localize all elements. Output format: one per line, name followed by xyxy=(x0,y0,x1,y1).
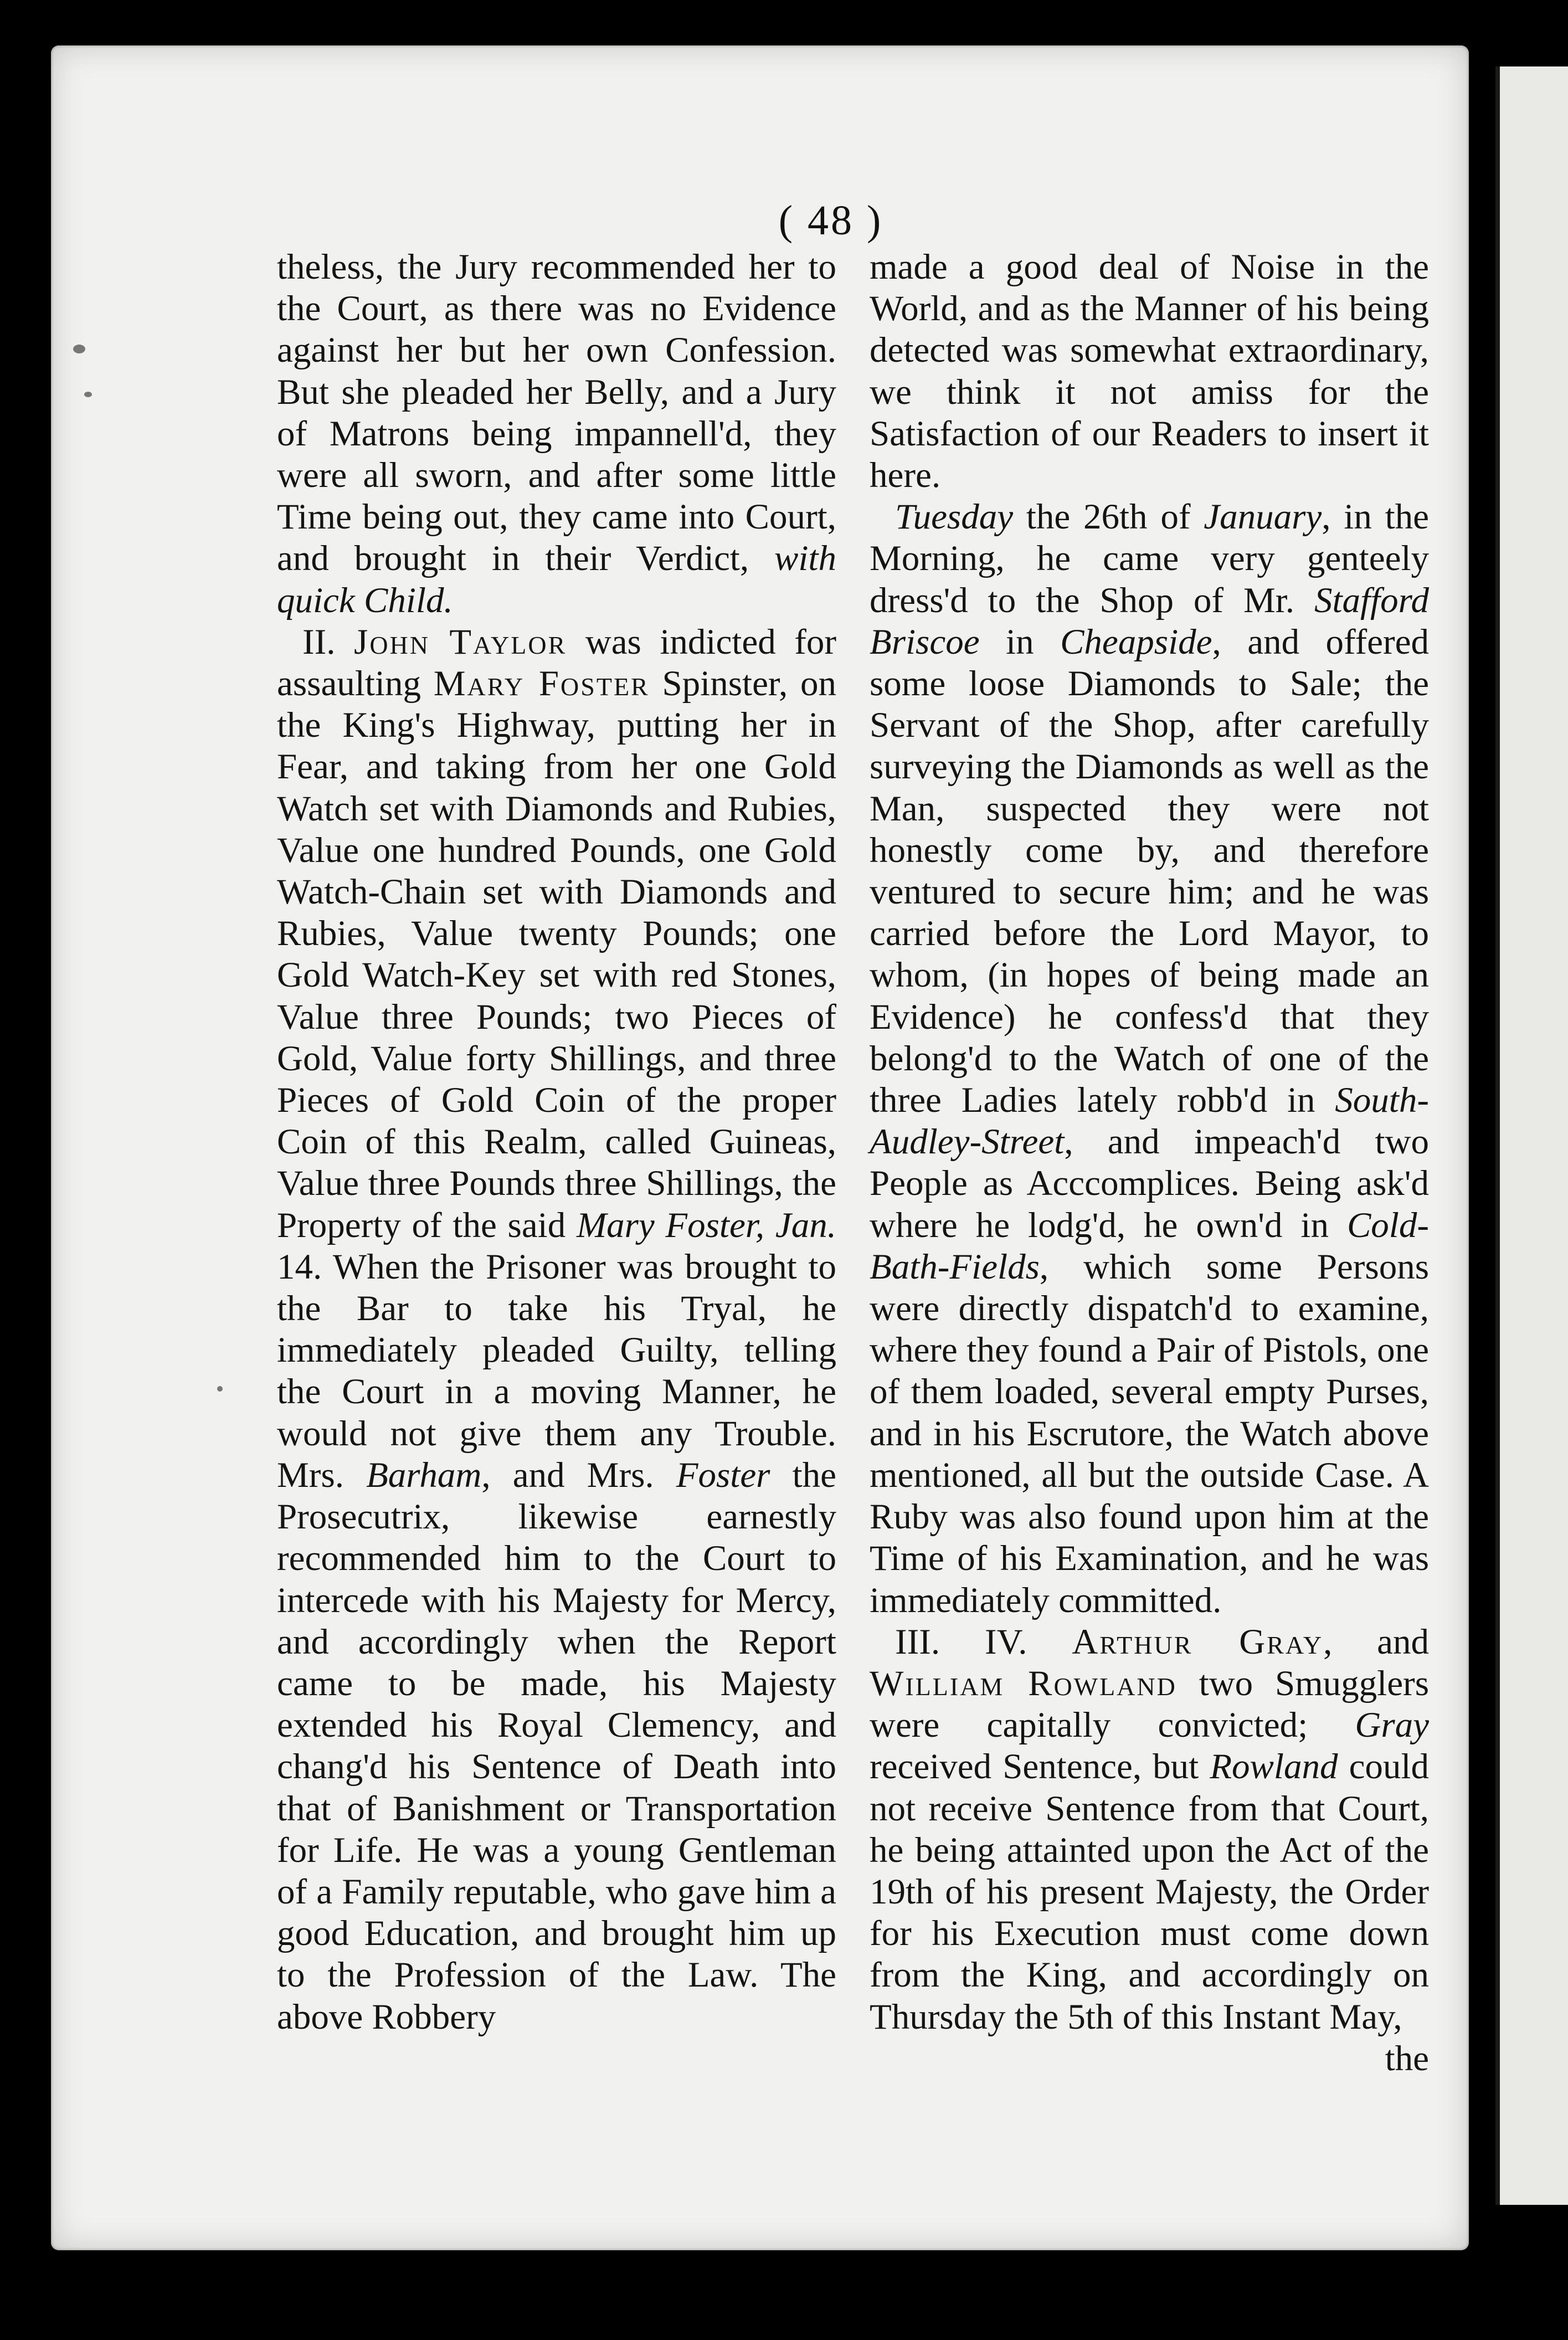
italic-name: Mary Foster, Jan. xyxy=(576,1205,836,1245)
italic-place: South-Audley-Street xyxy=(870,1080,1429,1162)
defendant-name: William Rowland xyxy=(870,1663,1177,1703)
case-numeral: II. xyxy=(302,622,354,662)
catchword: the xyxy=(1385,2038,1429,2079)
italic-day: Tuesday xyxy=(895,497,1014,537)
text-run: the 26th of xyxy=(1013,497,1204,537)
text-run: 14. When the Prisoner was brought to the Bar to take his Tryal, he immediately pleaded Guilty, telling the Court in a moving Manner, he would not give them any Trouble. Mrs. xyxy=(277,1246,836,1495)
text-run: in xyxy=(979,622,1061,662)
defendant-name: John Taylor xyxy=(354,622,567,662)
text-run: was indicted for assaulting xyxy=(277,622,836,704)
facing-page-edge xyxy=(1495,66,1568,2205)
right-column xyxy=(870,247,1429,2080)
paragraph-robbery-noise: made a good deal of Noise in the World, and as the Manner of his being detected was somewhat extraordinary, we think it not amiss for the Satisfaction of our Readers to insert it here. xyxy=(870,247,1429,496)
defendant-name: Arthur Gray xyxy=(1072,1621,1324,1662)
text-run: received Sentence, but xyxy=(870,1747,1210,1787)
italic-name: Barham xyxy=(366,1455,482,1495)
ink-fleck xyxy=(217,1386,223,1392)
text-run: , and impeach'd two People as Acccomplices. Being ask'd where he lodg'd, he own'd in xyxy=(870,1122,1429,1245)
ink-fleck xyxy=(84,392,92,397)
paragraph-jury-verdict xyxy=(277,247,836,622)
text-run: , in the Morning, he came very genteely dress'd to the Shop of Mr. xyxy=(870,497,1429,620)
italic-name: Rowland xyxy=(1210,1747,1338,1787)
text-run: , and xyxy=(1323,1621,1429,1662)
paragraph-john-taylor xyxy=(277,622,836,2038)
ink-fleck xyxy=(73,345,85,353)
page-number: ( 48 ) xyxy=(778,197,883,244)
text-run: , and Mrs. xyxy=(481,1455,676,1495)
victim-name: Mary Foster xyxy=(433,664,650,704)
italic-month: January xyxy=(1204,497,1322,537)
text-run: , which some Persons were directly dispatch'd to examine, where they found a Pair of Pistols, one of them loaded, several empty Purses, and in his Escrutore, the Watch above mentioned, all but the outside Case. A Ruby was also found upon him at the Time of his Examination, and he was immediately committed. xyxy=(870,1246,1429,1620)
text-run: the Prosecutrix, likewise earnestly recommended him to the Court to intercede with his Majesty for Mercy, and accordingly when the Report came to be made, his Majesty extended his Royal Clemency, and chang'd his Sentence of Death into that of Banishment or Transportation for Life. He was a young Gentleman of a Family reputable, who gave him a good Education, and brought him up to the Profession of the Law. The above Robbery xyxy=(277,1455,836,2037)
verdict-italic: with quick Child. xyxy=(277,538,836,620)
text-run: , and offered some loose Diamonds to Sale; the Servant of the Shop, after carefully surveying the Diamonds as well as the Man, suspected they were not honestly come by, and therefore ventured to secure him; and he was carried before the Lord Mayor, to whom, (in hopes of being made an Evidence) he confess'd that they belong'd to the Watch of one of the three Ladies lately robb'd in xyxy=(870,622,1430,1121)
paragraph-detection xyxy=(870,496,1429,1621)
paragraph-smugglers xyxy=(870,1621,1429,2038)
case-numeral: III. IV. xyxy=(895,1621,1072,1662)
italic-name: Gray xyxy=(1355,1705,1429,1746)
italic-name: Foster xyxy=(676,1455,770,1495)
italic-place: Cheapside xyxy=(1060,622,1212,662)
italic-name: Stafford Briscoe xyxy=(870,580,1429,662)
italic-place: Cold-Bath-Fields xyxy=(870,1205,1429,1287)
left-column xyxy=(277,247,836,2038)
text-run: two Smugglers were capitally convicted; xyxy=(870,1663,1430,1746)
text-run: could not receive Sentence from that Court, he being attainted upon the Act of the 19th of his present Majesty, the Order for his Execution must come down from the King, and accordingly on Thursday the 5th of this Instant May, xyxy=(870,1747,1429,2037)
text-run: theless, the Jury recommended her to the Court, as there was no Evidence against her but her own Confession. But she pleaded her Belly, and a Jury of Matrons being impannell'd, they were all sworn, and after some little Time being out, they came into Court, and brought in their Verdict, xyxy=(277,247,836,579)
text-run: Spinster, on the King's Highway, putting her in Fear, and taking from her one Gold Watch set with Diamonds and Rubies, Value one hundred Pounds, one Gold Watch-Chain set with Diamonds and Rubies, Value twenty Pounds; one Gold Watch-Key set with red Stones, Value three Pounds; two Pieces of Gold, Value forty Shillings, and three Pieces of Gold Coin of the proper Coin of this Realm, called Guineas, Value three Pounds three Shillings, the Property of the said xyxy=(277,664,836,1245)
